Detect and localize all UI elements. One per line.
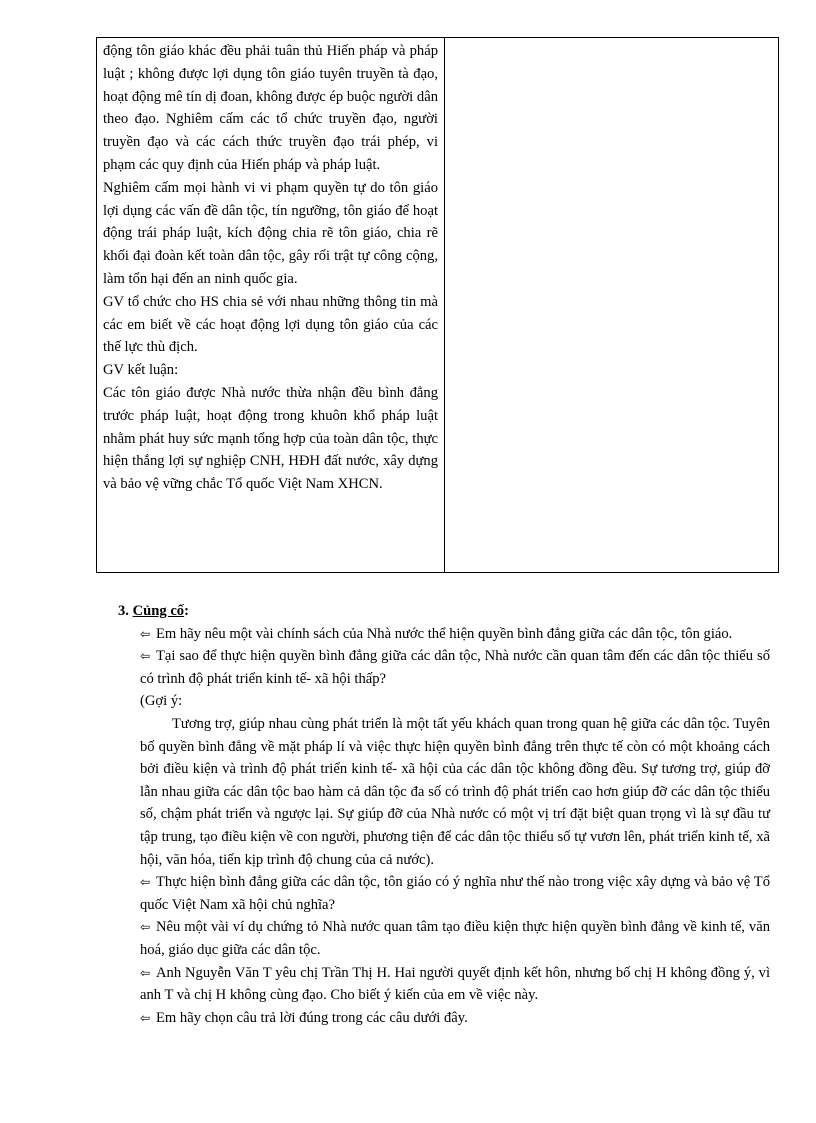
question-item [118, 962, 770, 1007]
table-paragraph: Nghiêm cấm mọi hành vi vi phạm quyền tự do tôn giáo lợi dụng các vấn đề dân tộc, tín ngưỡng, tôn giáo để hoạt động trái pháp luật, kích động chia rẽ tôn giáo, chia rẽ khối đại đoàn kết toàn dân tộc, gây rối trật tự công cộng, làm tổn hại đến an ninh quốc gia. [103, 179, 438, 287]
table-left-cell [97, 38, 445, 572]
section-colon: : [184, 603, 189, 619]
hint-body: Tương trợ, giúp nhau cùng phát triển là một tất yếu khách quan trong quan hệ giữa các dân tộc. Tuyên bố quyền bình đẳng về mặt pháp lí và việc thực hiện quyền bình đẳng trên thực tế còn có một khoảng cách bởi điều kiện và trình độ phát triển kinh tế- xã hội của các dân tộc không đồng đều. Sự tương trợ, giúp đỡ lẫn nhau giữa các dân tộc bao hàm cả dân tộc đa số có trình độ phát triển cao hơn giúp đỡ các dân tộc thiểu số, chậm phát triển và ngược lại. Sự giúp đỡ của Nhà nước có một vị trí đặt biệt quan trọng vì là sự đầu tư tập trung, tạo điều kiện về con người, phương tiện để các dân tộc thiểu số tự vươn lên, phát triển kinh tế, xã hội, văn hóa, tiến kịp trình độ chung của cả nước). [140, 715, 770, 868]
question-item [118, 916, 770, 961]
section-cung-co [118, 600, 770, 1029]
section-number: 3. [118, 603, 129, 619]
hint-label: (Gợi ý: [140, 693, 183, 710]
question-text: Thực hiện bình đẳng giữa các dân tộc, tôn giáo có ý nghĩa như thế nào trong việc xây dựng và bảo vệ Tổ quốc Việt Nam xã hội chủ nghĩa? [140, 874, 770, 913]
arrow-left-icon: ⇦ [140, 875, 151, 890]
content-table [96, 37, 779, 573]
question-item [118, 645, 770, 690]
table-right-cell [445, 38, 778, 572]
arrow-left-icon: ⇦ [140, 1010, 151, 1025]
table-paragraph: Các tôn giáo được Nhà nước thừa nhận đều bình đẳng trước pháp luật, hoạt động trong khuôn khổ pháp luật nhằm phát huy sức mạnh tổng hợp của toàn dân tộc, thực hiện thắng lợi sự nghiệp CNH, HĐH đất nước, xây dựng và bảo vệ vững chắc Tổ quốc Việt Nam XHCN. [103, 384, 438, 493]
arrow-left-icon: ⇦ [140, 965, 151, 980]
table-paragraph: động tôn giáo khác đều phải tuân thủ Hiến pháp và pháp luật ; không được lợi dụng tôn giáo tuyên truyền tà đạo, hoạt động mê tín dị đoan, không được ép buộc người dân theo đạo. Nghiêm cấm các tổ chức truyền đạo, người truyền đạo và các cách thức truyền đạo trái phép, vi phạm các quy định của Hiến pháp và pháp luật. [103, 43, 438, 173]
arrow-left-icon: ⇦ [140, 649, 151, 664]
question-text: Em hãy chọn câu trả lời đúng trong các câu dưới đây. [156, 1009, 468, 1026]
section-heading [118, 600, 770, 623]
question-item [118, 1007, 770, 1030]
section-title: Củng cố [132, 603, 185, 619]
question-text: Anh Nguyễn Văn T yêu chị Trần Thị H. Hai người quyết định kết hôn, nhưng bố chị H không đồng ý, vì anh T và chị H không cùng đạo. Cho biết ý kiến của em về việc này. [140, 964, 770, 1004]
question-text: Tại sao để thực hiện quyền bình đẳng giữa các dân tộc, Nhà nước cần quan tâm đến các dân tộc thiểu số có trình độ phát triển kinh tế- xã hội thấp? [140, 648, 770, 687]
table-paragraph: GV tổ chức cho HS chia sẻ với nhau những thông tin mà các em biết về các hoạt động lợi dụng tôn giáo của các thế lực thù địch. [103, 293, 438, 356]
question-item [118, 871, 770, 916]
question-text: Nêu một vài ví dụ chứng tỏ Nhà nước quan tâm tạo điều kiện thực hiện quyền bình đẳng về kinh tế, văn hoá, giáo dục giữa các dân tộc. [140, 919, 770, 958]
question-item [118, 623, 770, 646]
question-text: Em hãy nêu một vài chính sách của Nhà nước thể hiện quyền bình đẳng giữa các dân tộc, tôn giáo. [156, 625, 733, 642]
arrow-left-icon: ⇦ [140, 626, 151, 641]
table-paragraph: GV kết luận: [103, 362, 179, 379]
arrow-left-icon: ⇦ [140, 920, 151, 935]
